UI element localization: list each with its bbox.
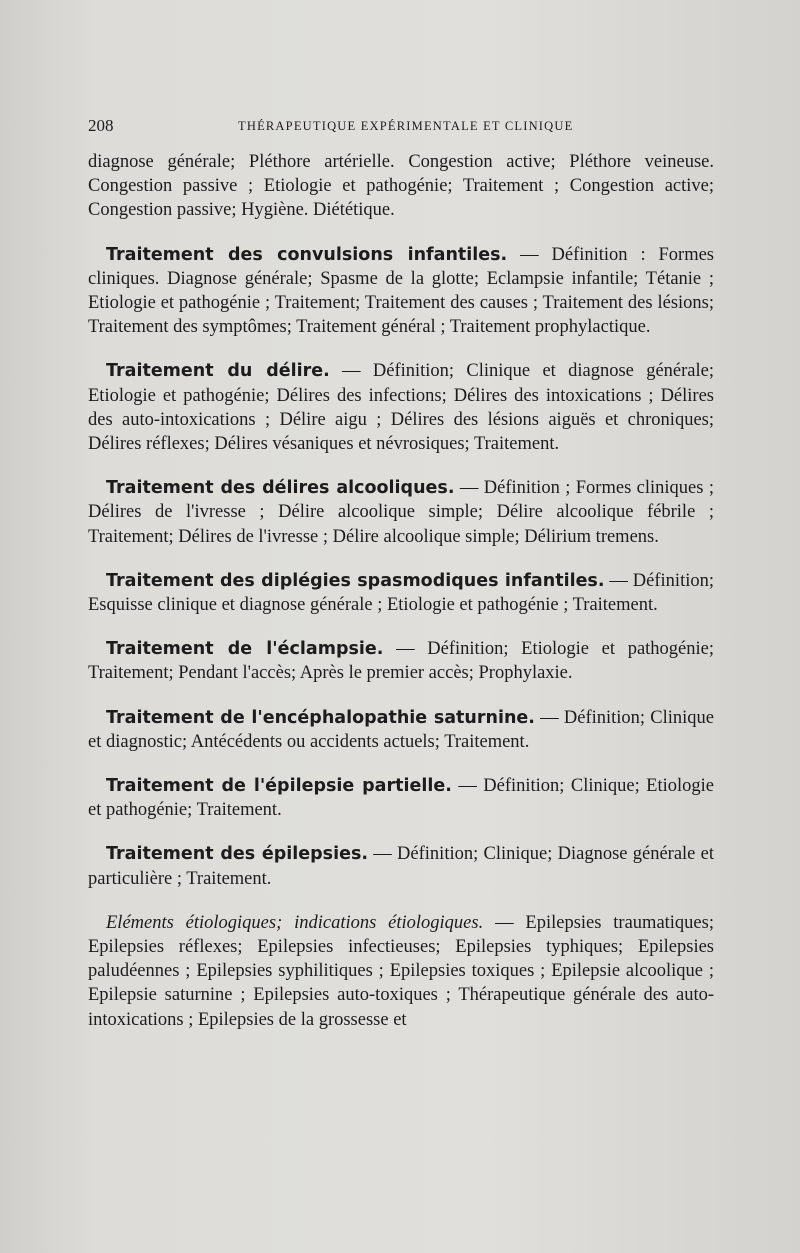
paragraph-convulsions xyxy=(88,243,714,340)
paragraph-elements-etiologiques xyxy=(88,911,714,1032)
section-heading: Traitement du délire. xyxy=(106,361,330,382)
paragraph-text: diagnose générale; Pléthore artérielle. Congestion active; Pléthore veineuse. Congestion passive ; Etiologie et pathogénie; Traitement ; Congestion active; Congestion passive; Hygiène. Diététique. xyxy=(88,152,714,221)
paragraph-text: — Définition; Clinique; Diagnose générale et particulière ; Traitement. xyxy=(88,844,714,889)
section-heading: Traitement de l'éclampsie. xyxy=(106,639,384,660)
section-heading: Traitement de l'épilepsie partielle. xyxy=(106,776,452,797)
section-heading: Traitement des épilepsies. xyxy=(106,844,369,865)
paragraph-pletore xyxy=(88,150,714,223)
paragraph-text: — Définition; Clinique et diagnostic; Antécédents ou accidents actuels; Traitement. xyxy=(88,707,715,752)
section-heading: Traitement de l'encéphalopathie saturnine. xyxy=(106,707,535,728)
paragraph-epilepsie-partielle xyxy=(88,774,714,822)
section-heading: Traitement des diplégies spasmodiques infantiles. xyxy=(106,570,605,591)
paragraph-delire xyxy=(88,359,714,456)
page-number: 208 xyxy=(88,116,114,135)
section-heading: Traitement des délires alcooliques. xyxy=(106,478,455,499)
paragraph-eclampsie xyxy=(88,637,714,685)
paragraph-epilepsies xyxy=(88,842,714,890)
paragraph-text: — Epilepsies traumatiques; Epilepsies réflexes; Epilepsies infectieuses; Epilepsies typhiques; Epilepsies paludéennes ; Epilepsies syphilitiques ; Epilepsies toxiques ; Epilepsie alcoolique ; Epilepsie saturnine ; Epilepsies auto-toxiques ; Thérapeutique générale des auto-intoxications ; Epilepsies de la grossesse et xyxy=(88,912,714,1030)
page-header xyxy=(88,116,714,140)
paragraph-text: — Définition ; Formes cliniques ; Délires de l'ivresse ; Délire alcoolique simple; Délire alcoolique fébrile ; Traitement; Délires de l'ivresse ; Délire alcoolique simple; Délirium tremens. xyxy=(88,478,714,547)
body-text xyxy=(88,150,714,1032)
running-title: THÉRAPEUTIQUE EXPÉRIMENTALE ET CLINIQUE xyxy=(238,119,574,133)
paragraph-text: — Définition; Clinique; Etiologie et pathogénie; Traitement. xyxy=(88,776,714,821)
paragraph-text: — Définition; Esquisse clinique et diagnose générale ; Etiologie et pathogénie ; Traitement. xyxy=(88,570,714,616)
paragraph-text: — Définition; Clinique et diagnose générale; Etiologie et pathogénie; Délires des infections; Délires des intoxications ; Délires des auto-intoxications ; Délire aigu ; Délires des lésions aiguës et chroniques; Délires réflexes; Délires vésaniques et névrosiques; Traitement. xyxy=(88,361,714,455)
paragraph-text: — Définition : Formes cliniques. Diagnose générale; Spasme de la glotte; Eclampsie infantile; Tétanie ; Etiologie et pathogénie ; Traitement; Traitement des causes ; Traitement des lésions; Traitement des symptômes; Traitement général ; Traitement prophylactique. xyxy=(88,244,714,338)
section-heading: Traitement des convulsions infantiles. xyxy=(106,244,508,265)
paragraph-diplegies xyxy=(88,569,714,617)
italic-subheading: Eléments étiologiques; indications étiologiques. xyxy=(106,912,484,933)
paragraph-encephalopathie xyxy=(88,706,714,754)
paragraph-delires-alcooliques xyxy=(88,476,714,549)
paragraph-text: — Définition; Etiologie et pathogénie; Traitement; Pendant l'accès; Après le premier accès; Prophylaxie. xyxy=(88,639,714,684)
